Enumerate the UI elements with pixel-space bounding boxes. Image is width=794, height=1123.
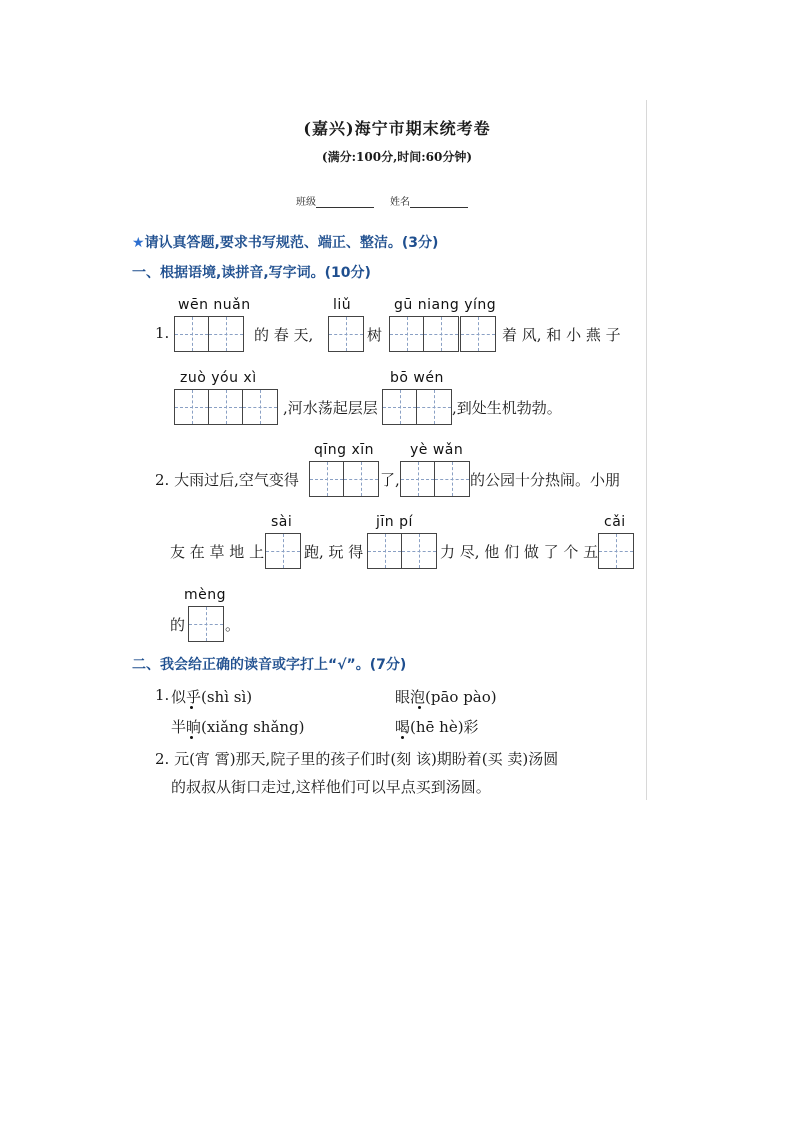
pinyin-jinpi: jīn pí bbox=[376, 514, 413, 530]
section2-heading: 二、我会给正确的读音或字打上“√”。(7分) bbox=[132, 657, 407, 673]
pinyin-cai: cǎi bbox=[604, 514, 626, 530]
q2-text-d: 友 在 草 地 上 bbox=[170, 543, 265, 561]
s2-item-yanpao[interactable]: 眼泡(pāo pào) bbox=[395, 688, 497, 706]
pinyin-liu: liǔ bbox=[333, 297, 352, 313]
pinyin-sai: sài bbox=[271, 514, 293, 530]
text-dao: ,到处生机勃勃。 bbox=[452, 399, 562, 417]
answer-box-zuoyouxi[interactable] bbox=[174, 389, 278, 425]
text-heshui: ,河水荡起层层 bbox=[283, 399, 378, 417]
name-field[interactable] bbox=[390, 193, 468, 208]
answer-box-cai[interactable] bbox=[598, 533, 634, 569]
emphasis-dot bbox=[190, 706, 193, 709]
class-blank[interactable] bbox=[316, 197, 374, 208]
pinyin-zuoyouxi: zuò yóu xì bbox=[180, 370, 257, 386]
q2-text-h: 。 bbox=[225, 616, 241, 634]
s2-q1-number: 1. bbox=[155, 686, 170, 704]
section1-heading: 一、根据语境,读拼音,写字词。(10分) bbox=[132, 265, 371, 281]
answer-box-qingxin[interactable] bbox=[309, 461, 379, 497]
pinyin-bowen: bō wén bbox=[390, 370, 444, 386]
answer-box-sai[interactable] bbox=[265, 533, 301, 569]
answer-box-ying[interactable] bbox=[460, 316, 496, 352]
answer-box-yewan[interactable] bbox=[400, 461, 470, 497]
s2-q2-line1: 2. 元(宵 霄)那天,院子里的孩子们时(刻 该)期盼着(买 卖)汤圆 bbox=[155, 750, 559, 768]
text-chuntian: 的 春 天, bbox=[254, 326, 314, 344]
notice-line bbox=[132, 232, 438, 252]
class-field[interactable] bbox=[296, 193, 374, 208]
s2-item-hecai[interactable]: 喝(hē hè)彩 bbox=[395, 718, 479, 736]
s2-q2-line2: 的叔叔从街口走过,这样他们可以早点买到汤圆。 bbox=[171, 778, 491, 796]
answer-box-wennuan[interactable] bbox=[174, 316, 244, 352]
q2-text-c: 的公园十分热闹。小朋 bbox=[470, 471, 621, 489]
q2-text-a: 2. 大雨过后,空气变得 bbox=[155, 471, 299, 489]
pinyin-meng: mèng bbox=[184, 587, 227, 603]
q1-number: 1. bbox=[155, 324, 170, 342]
text-shu: 树 bbox=[367, 326, 383, 344]
exam-title: (嘉兴)海宁市期末统考卷 bbox=[303, 119, 491, 138]
answer-box-guniang[interactable] bbox=[389, 316, 459, 352]
pinyin-wennuan: wēn nuǎn bbox=[178, 297, 251, 313]
notice-text: 请认真答题,要求书写规范、端正、整洁。(3分) bbox=[144, 235, 439, 251]
s2-item-banshang[interactable]: 半晌(xiǎng shǎng) bbox=[171, 718, 305, 736]
q2-text-g: 的 bbox=[170, 616, 186, 634]
exam-subtitle: (满分:100分,时间:60分钟) bbox=[321, 150, 473, 164]
answer-box-liu[interactable] bbox=[328, 316, 364, 352]
answer-box-bowen[interactable] bbox=[382, 389, 452, 425]
pinyin-qingxin: qīng xīn bbox=[314, 442, 375, 458]
emphasis-dot bbox=[190, 736, 193, 739]
class-label: 班级 bbox=[296, 197, 316, 208]
name-blank[interactable] bbox=[410, 197, 468, 208]
text-zhaofeng: 着 风, 和 小 燕 子 bbox=[502, 326, 621, 344]
s2-item-sihu[interactable]: 似乎(shì sì) bbox=[171, 688, 253, 706]
pinyin-guniangying: gū niang yíng bbox=[394, 297, 497, 313]
name-label: 姓名 bbox=[390, 197, 410, 208]
emphasis-dot bbox=[401, 736, 404, 739]
star-icon: ★ bbox=[132, 235, 145, 251]
answer-box-meng[interactable] bbox=[188, 606, 224, 642]
page-edge-line bbox=[646, 100, 647, 800]
q2-text-b: 了, bbox=[380, 471, 400, 489]
q2-text-f: 力 尽, 他 们 做 了 个 五 bbox=[440, 543, 599, 561]
q2-text-e: 跑, 玩 得 bbox=[304, 543, 364, 561]
pinyin-yewan: yè wǎn bbox=[410, 442, 464, 458]
answer-box-jinpi[interactable] bbox=[367, 533, 437, 569]
emphasis-dot bbox=[418, 706, 421, 709]
